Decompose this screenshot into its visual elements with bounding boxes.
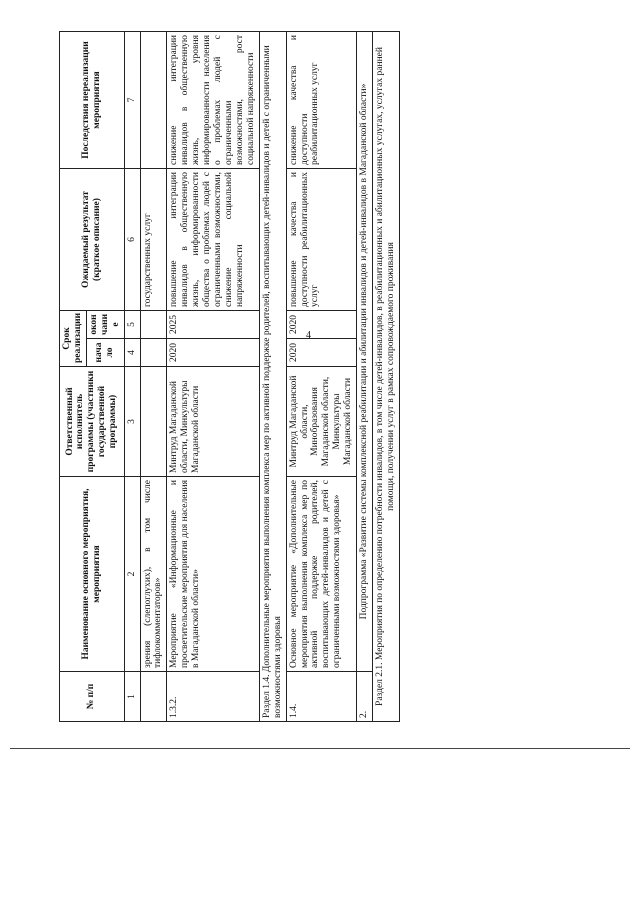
row-end: 2025	[167, 311, 259, 339]
row-num: 1.3.2.	[167, 672, 259, 722]
header-number: 1	[124, 672, 140, 722]
subprogram-title: Подпрограмма «Развитие системы комплексной реабилитации и абилитации инвалидов и детей-инвалидов в Магаданской области»	[357, 32, 373, 672]
header-term: Срок реализации	[60, 311, 87, 367]
header-number: 3	[124, 367, 140, 477]
header-consequence: Последствия нереализации мероприятия	[60, 32, 125, 169]
header-responsible: Ответственный исполнитель программы (участники государственной программы)	[60, 367, 125, 477]
row-responsible: Минтруд Магаданской области, Минкультуры Магаданской области	[167, 367, 259, 477]
program-table	[59, 31, 400, 722]
header-start: нача ло	[86, 339, 124, 367]
row-responsible: Минтруд Магаданской области, Минобразования Магаданской области, Минкультуры Магаданской области	[286, 367, 357, 477]
row-consequence: снижение качества и доступности реабилитационных услуг	[286, 32, 357, 169]
header-numbers-row	[124, 32, 140, 722]
row-num: 2.	[357, 672, 373, 722]
header-result: Ожидаемый результат (краткое описание)	[60, 169, 125, 311]
header-num: № п/п	[60, 672, 125, 722]
header-name: Наименование основного мероприятия, мероприятия	[60, 477, 125, 672]
row-start: 2020	[167, 339, 259, 367]
row-num: 1.4.	[286, 672, 357, 722]
header-number: 4	[124, 339, 140, 367]
header-number: 6	[124, 169, 140, 311]
row-result: государственных услуг	[140, 169, 167, 311]
row-end: 2020	[286, 311, 357, 339]
page-number: 4	[306, 330, 311, 341]
header-number: 2	[124, 477, 140, 672]
table-row-1-4	[286, 32, 357, 722]
horizontal-rule	[10, 748, 630, 749]
row-result: повышение качества и доступности реабилитационных услуг	[286, 169, 357, 311]
header-number: 5	[124, 311, 140, 339]
section-title: Раздел 1.4. Дополнительные мероприятия выполнения комплекса мер по активной поддержке родителей, воспитывающих детей-инвалидов и детей с ограниченными возможностями здоровья	[259, 32, 286, 722]
row-start: 2020	[286, 339, 357, 367]
section-row-2-1	[373, 32, 400, 722]
header-row-1	[60, 32, 87, 722]
section-title: Раздел 2.1. Мероприятия по определению потребности инвалидов, в том числе детей-инвалидов, в реабилитационных и абилитационных услугах, услугах ранней помощи, получении услуг в рамках сопровождаемого проживания	[373, 32, 400, 722]
row-name: зрения (слепоглухих), в том числе тифлокомментаторов»	[140, 477, 167, 672]
row-name: Мероприятие «Информационные и просветительские мероприятия для населения в Магаданской области»	[167, 477, 259, 672]
row-result: повышение интеграции инвалидов в общественную жизнь, информированности общества о проблемах людей с ограниченными возможностями, снижение социальной напряженности	[167, 169, 259, 311]
table-row-2	[357, 32, 373, 722]
table-row-1-3-2	[167, 32, 259, 722]
header-end: окон чани е	[86, 311, 124, 339]
header-number: 7	[124, 32, 140, 169]
row-consequence: снижение интеграции инвалидов в общественную жизнь, уровня информированности населения о проблемах людей с ограниченными возможностями, рост социальной напряженности	[167, 32, 259, 169]
section-row-1-4	[259, 32, 286, 722]
rotated-table-page	[59, 32, 599, 722]
row-name: Основное мероприятие «Дополнительные мероприятия выполнения комплекса мер по активной поддержке родителей, воспитывающих детей-инвалидов и детей с ограниченными возможностями здоровья»	[286, 477, 357, 672]
table-row-continuation	[140, 32, 167, 722]
